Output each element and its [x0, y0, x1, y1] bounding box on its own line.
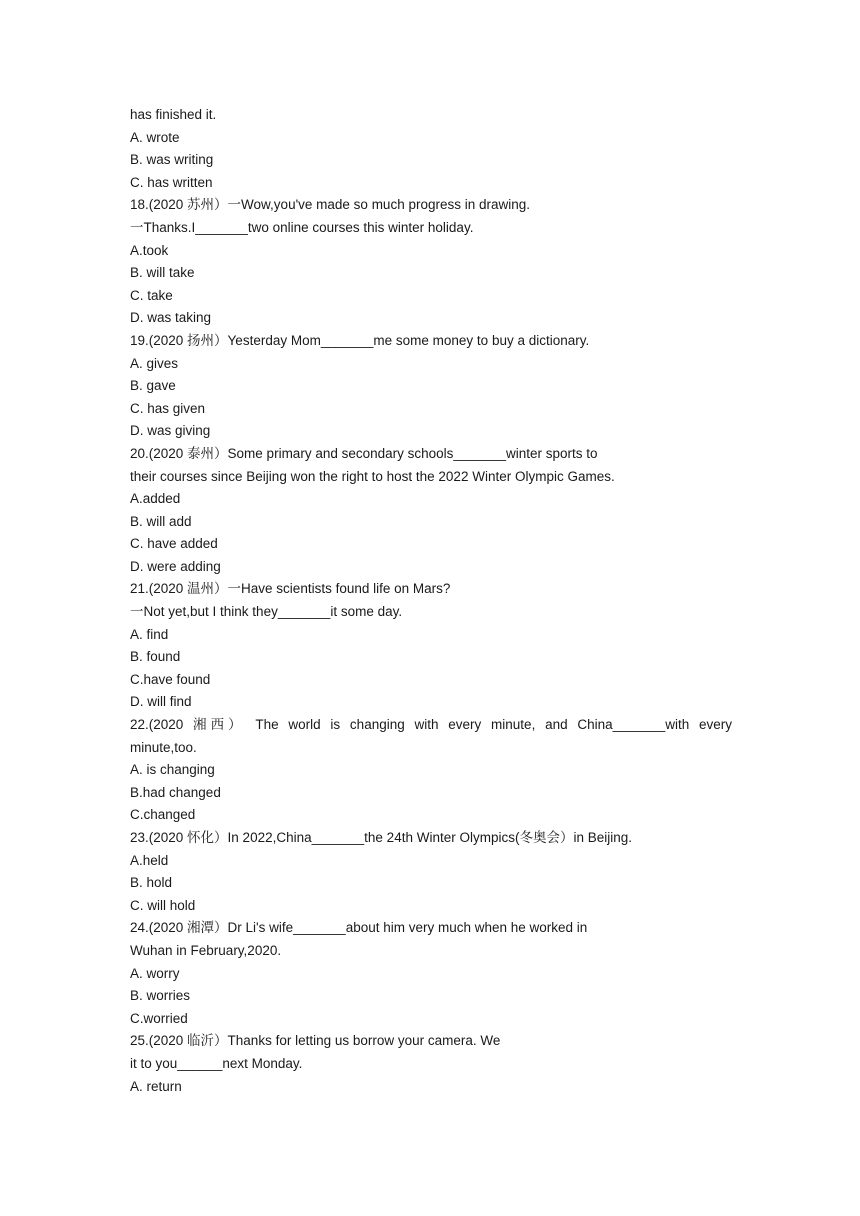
question-25-continued: it to you______next Monday. — [130, 1055, 303, 1071]
question-21-reply: 一Not yet,but I think they_______it some day. — [130, 604, 403, 620]
option-c: C. has given — [130, 400, 206, 416]
question-21: 21.(2020 温州）一Have scientists found life on Mars? — [130, 581, 451, 597]
question-20: 20.(2020 泰州）Some primary and secondary schools_______winter sports to — [130, 445, 598, 461]
option-d: D. were adding — [130, 558, 221, 574]
option-a: A.held — [130, 852, 169, 868]
option-c: C. has written — [130, 174, 213, 190]
option-b: B. was writing — [130, 152, 214, 168]
option-a: A.added — [130, 491, 181, 507]
question-19: 19.(2020 扬州）Yesterday Mom_______me some money to buy a dictionary. — [130, 332, 590, 348]
option-b: B. hold — [130, 875, 173, 891]
option-c: C. take — [130, 287, 173, 303]
document-page — [130, 104, 732, 1098]
option-b: B. will take — [130, 265, 195, 281]
option-b: B. found — [130, 649, 181, 665]
option-a: A. return — [130, 1078, 182, 1094]
option-d: D. was giving — [130, 423, 211, 439]
question-24: 24.(2020 湘潭）Dr Li's wife_______about him very much when he worked in — [130, 920, 588, 936]
option-b: B. will add — [130, 513, 192, 529]
question-20-continued: their courses since Beijing won the right to host the 2022 Winter Olympic Games. — [130, 468, 615, 484]
text-line: has finished it. — [130, 107, 217, 122]
question-22-continued: minute,too. — [130, 739, 197, 755]
option-c: C. have added — [130, 536, 218, 552]
option-c: C. will hold — [130, 897, 196, 913]
option-b: B. worries — [130, 988, 191, 1004]
question-22: 22.(2020 湘西） The world is changing with every minute, and China_______with every — [130, 717, 732, 733]
option-b: B. gave — [130, 378, 176, 394]
question-23: 23.(2020 怀化）In 2022,China_______the 24th Winter Olympics(冬奥会）in Beijing. — [130, 830, 632, 845]
question-18-reply: 一Thanks.I_______two online courses this winter holiday. — [130, 219, 474, 235]
option-a: A. find — [130, 626, 169, 642]
option-c: C.changed — [130, 807, 196, 823]
option-d: D. was taking — [130, 310, 212, 326]
option-c: C.have found — [130, 671, 211, 687]
option-b: B.had changed — [130, 784, 221, 800]
question-25: 25.(2020 临沂）Thanks for letting us borrow your camera. We — [130, 1033, 501, 1049]
option-c: C.worried — [130, 1010, 188, 1026]
option-a: A. is changing — [130, 762, 215, 778]
question-24-continued: Wuhan in February,2020. — [130, 942, 282, 958]
option-a: A. wrote — [130, 129, 180, 145]
option-a: A. worry — [130, 965, 180, 981]
option-a: A.took — [130, 242, 169, 258]
option-d: D. will find — [130, 694, 192, 710]
question-18: 18.(2020 苏州）一Wow,you've made so much progress in drawing. — [130, 197, 531, 213]
option-a: A. gives — [130, 355, 179, 371]
